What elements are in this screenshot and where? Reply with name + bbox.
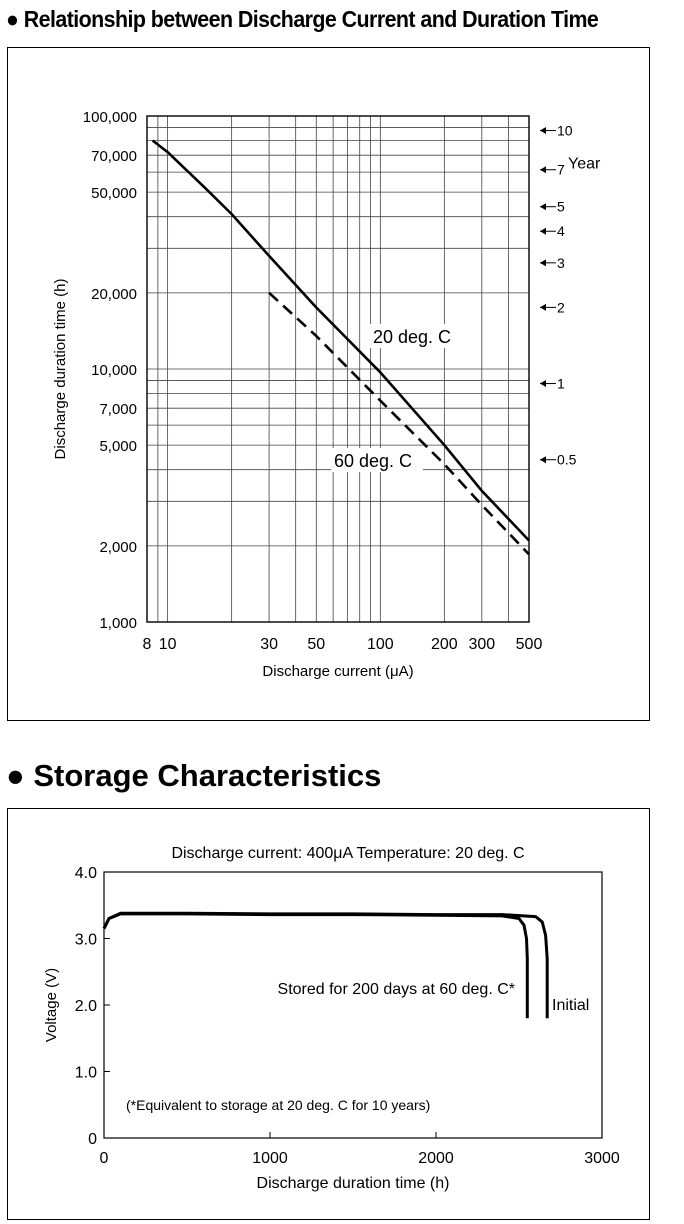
y-tick-label: 100,000: [82, 109, 137, 126]
series-label-60c: 60 deg. C: [334, 451, 413, 471]
y-tick-label: 5,000: [99, 438, 137, 456]
x-tick-label: 30: [260, 636, 279, 653]
y-tick-label: 7,000: [99, 401, 137, 419]
series-label-stored: Stored for 200 days at 60 deg. C*: [277, 981, 515, 998]
chart-subtitle: Discharge current: 400μA Temperature: 20 deg. C: [171, 845, 525, 862]
x-axis-label: Discharge current (μA): [262, 663, 414, 680]
x-tick-label: 10: [158, 636, 177, 653]
series-label-initial: Initial: [552, 997, 590, 1014]
y-tick-label: 1,000: [99, 615, 137, 632]
year-axis-label: Year: [568, 155, 601, 173]
year-tick-label: 10: [557, 122, 573, 139]
x-tick-label: 500: [515, 636, 543, 653]
discharge-section-title: ● Relationship between Discharge Current and Duration Time: [6, 6, 599, 32]
y-tick-label: 3.0: [74, 931, 97, 949]
x-tick-label: 2000: [418, 1150, 454, 1167]
year-tick-label: 1: [557, 375, 565, 392]
y-tick-label: 10,000: [91, 362, 137, 379]
x-tick-label: 100: [366, 636, 394, 653]
series-stored-line: [104, 914, 527, 1018]
x-tick-label: 3000: [584, 1150, 620, 1167]
series-label-20c: 20 deg. C: [373, 327, 452, 347]
footnote-annotation: (*Equivalent to storage at 20 deg. C for 10 years): [126, 1097, 431, 1113]
y-axis-label: Discharge duration time (h): [52, 278, 69, 460]
x-tick-label: 8: [142, 636, 152, 653]
year-tick-label: 3: [557, 254, 565, 271]
year-tick-label: 2: [557, 299, 565, 316]
y-tick-label: 70,000: [91, 148, 137, 166]
y-tick-label: 4.0: [74, 865, 97, 882]
y-tick-label: 1.0: [74, 1064, 97, 1082]
y-tick-label: 2.0: [74, 998, 97, 1015]
year-tick-label: 0.5: [557, 451, 577, 468]
y-axis-label: Voltage (V): [43, 967, 60, 1043]
y-tick-label: 50,000: [91, 185, 137, 203]
x-tick-label: 0: [99, 1150, 109, 1167]
x-tick-label: 50: [307, 636, 326, 653]
x-tick-label: 200: [431, 636, 458, 653]
y-tick-label: 0: [88, 1131, 97, 1148]
year-tick-label: 5: [557, 198, 565, 215]
x-tick-label: 300: [468, 636, 496, 653]
series-initial-line: [104, 913, 547, 1018]
y-tick-label: 2,000: [99, 538, 137, 556]
year-tick-label: 4: [557, 223, 565, 240]
y-tick-label: 20,000: [91, 285, 137, 303]
x-axis-label: Discharge duration time (h): [256, 1175, 450, 1192]
year-tick-label: 7: [557, 161, 565, 178]
x-tick-label: 1000: [252, 1150, 288, 1167]
storage-section-title: ● Storage Characteristics: [6, 758, 382, 793]
